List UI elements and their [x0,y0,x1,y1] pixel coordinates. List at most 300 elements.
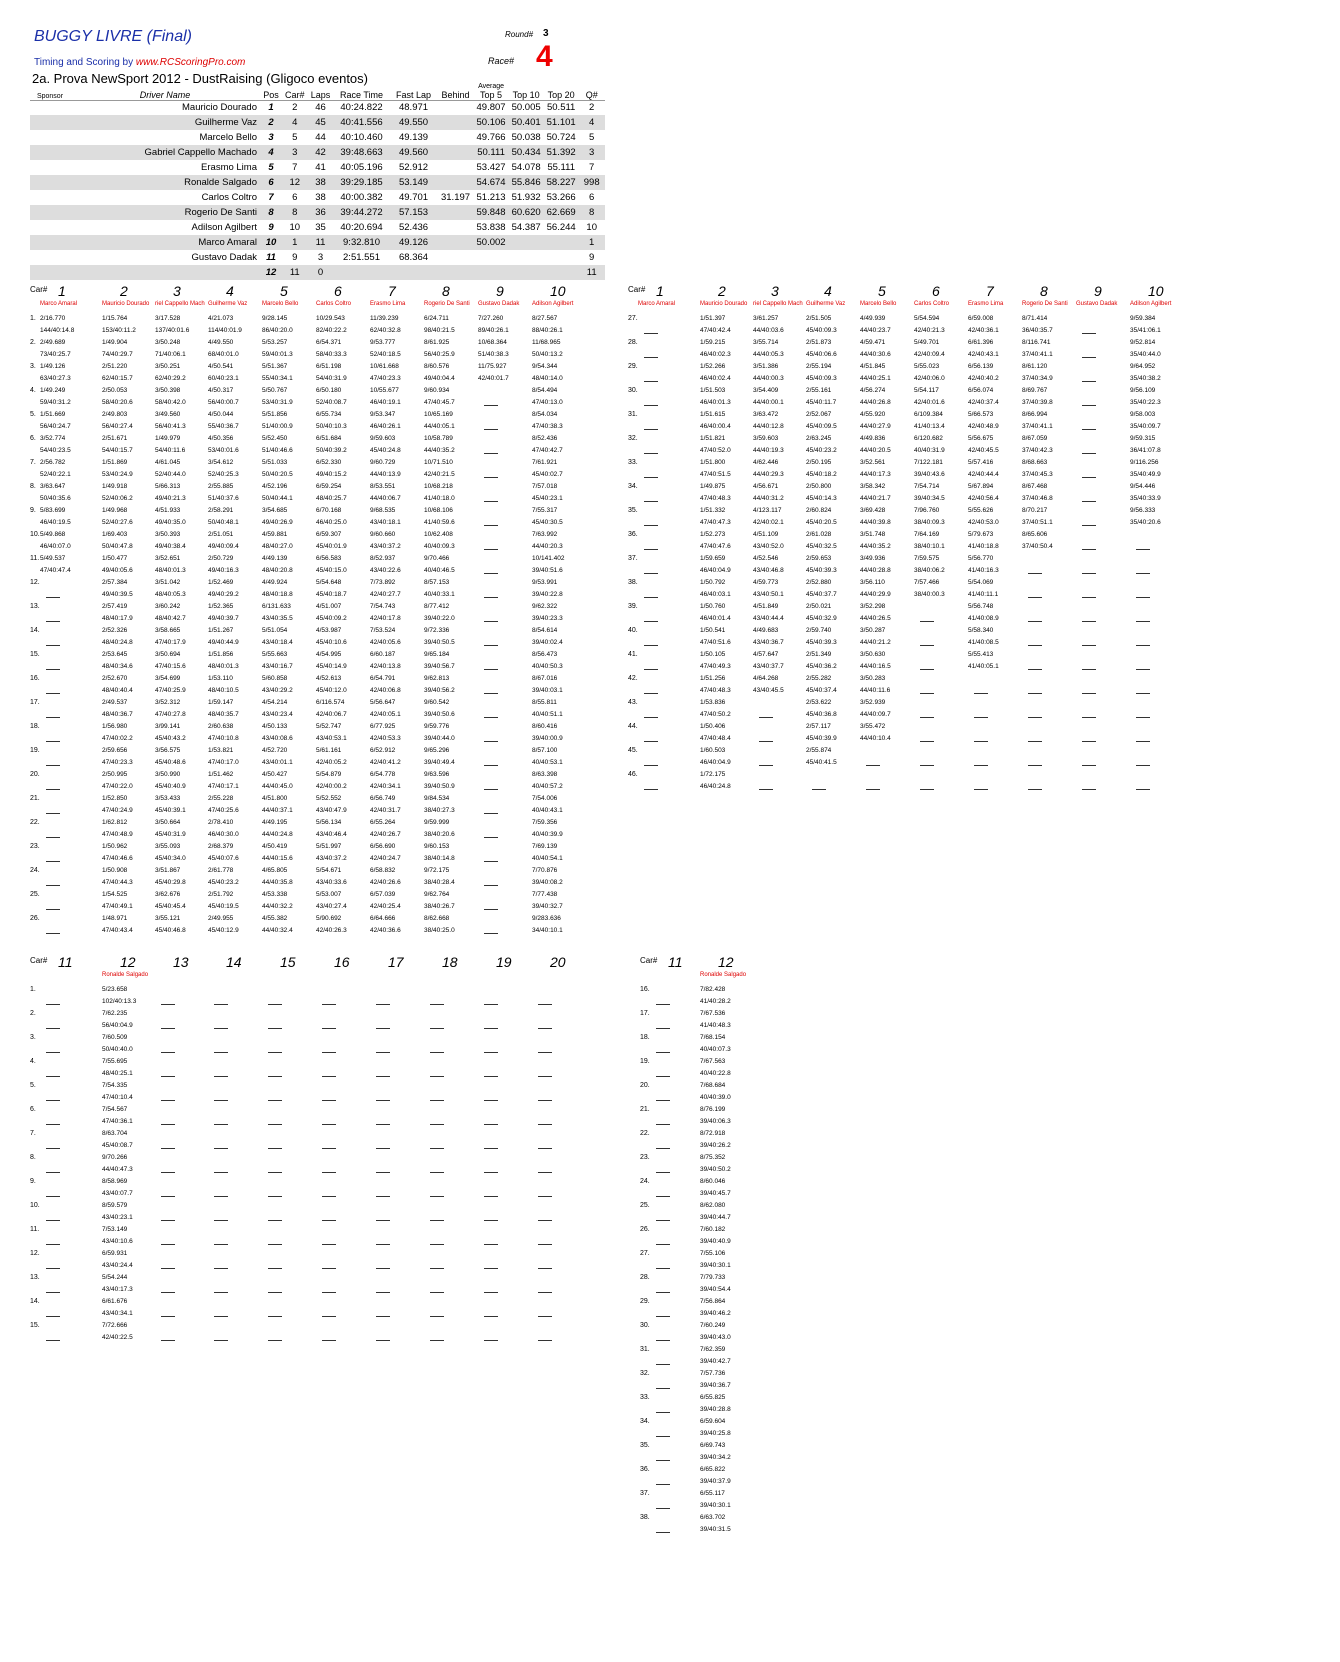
lap-time: 1/59.659 [700,555,726,562]
empty-dash [538,1268,552,1269]
result-cell: 49.126 [390,235,438,250]
lap-projection: 40/40:43.1 [532,807,563,814]
result-cell: 7 [268,192,274,203]
car-number: 8 [442,283,450,299]
lap-projection: 41/40:13.4 [914,423,945,430]
lap-number: 33. [640,1394,650,1401]
timing-prefix: Timing and Scoring by [34,57,136,68]
lap-time: 9/59.603 [370,435,396,442]
result-cell [544,250,579,265]
lap-time: 4/50.133 [262,723,288,730]
empty-dash [759,789,773,790]
result-cell: 6 [260,175,282,190]
empty-dash [484,453,498,454]
lap-number: 12. [30,1250,40,1257]
column-label: Sponsor [36,92,64,100]
lap-projection: 62/40:32.8 [370,327,401,334]
empty-dash [46,1292,60,1293]
empty-dash [214,1100,228,1101]
empty-dash [644,333,658,334]
lap-projection: 47/40:10.8 [208,735,239,742]
lap-number: 8. [30,1154,36,1161]
lap-time: 2/61.778 [208,867,234,874]
result-row [30,220,605,235]
empty-dash [644,357,658,358]
lap-projection: 48/40:36.7 [102,711,133,718]
lap-projection: 56/40:25.9 [424,351,455,358]
lap-projection: 44/40:05.3 [753,351,784,358]
lap-number: 19. [640,1058,650,1065]
driver-name: Adilson Agilbert [532,301,574,307]
lap-time: 5/58.340 [968,627,994,634]
lap-projection: 59/40:01.3 [262,351,293,358]
column-label: Top 5 [480,89,503,100]
lap-projection: 89/40:26.1 [478,327,509,334]
lap-projection: 44/40:29.9 [860,591,891,598]
lap-projection: 52/40:06.2 [102,495,133,502]
lap-projection: 45/40:19.5 [208,903,239,910]
result-cell: 50.002 [474,235,509,250]
empty-dash [538,1340,552,1341]
lap-number: 38. [640,1514,650,1521]
lap-projection: 48/40:25.1 [102,1070,133,1077]
lap-time: 4/21.073 [208,315,234,322]
lap-time: 6/61.396 [968,339,994,346]
empty-dash [644,693,658,694]
lap-projection: 47/40:17.0 [208,759,239,766]
empty-dash [538,1172,552,1173]
lap-projection: 60/40:23.1 [208,375,239,382]
lap-time: 2/55.874 [806,747,832,754]
lap-time: 3/17.528 [155,315,181,322]
lap-projection: 42/40:53.3 [370,735,401,742]
lap-time: 8/67.016 [532,675,558,682]
empty-dash [538,1076,552,1077]
lap-time: 7/54.567 [102,1106,128,1113]
result-cell: 68.364 [398,252,429,263]
empty-dash [974,789,988,790]
lap-projection: 58/40:42.0 [155,399,186,406]
lap-number: 32. [628,435,638,442]
lap-projection: 49/40:38.4 [155,543,186,550]
empty-dash [656,1124,670,1125]
result-cell: 4 [282,115,308,130]
lap-time: 6/54.778 [370,771,396,778]
empty-dash [1082,549,1096,550]
result-cell: Ronalde Salgado [70,175,260,190]
lap-projection: 40/40:53.1 [532,759,563,766]
lap-projection: 43/40:45.5 [753,687,784,694]
lap-time: 6/56.074 [968,387,994,394]
empty-dash [46,1004,60,1005]
lap-projection: 45/40:34.0 [155,855,186,862]
empty-dash [161,1196,175,1197]
lap-number: 40. [628,627,638,634]
lap-time: 5/53.007 [316,891,342,898]
lap-projection: 49/40:16.3 [208,567,239,574]
result-cell: 53.149 [390,175,438,190]
empty-dash [1082,333,1096,334]
lap-number: 42. [628,675,638,682]
car-number: 9 [1094,283,1102,299]
column-label: Q# [585,89,598,100]
empty-dash [866,789,880,790]
lap-projection: 44/40:39.8 [860,519,891,526]
lap-projection: 44/40:06.7 [370,495,401,502]
empty-dash [484,621,498,622]
lap-projection: 41/40:11.1 [968,591,999,598]
lap-number: 17. [640,1010,650,1017]
empty-dash [46,1244,60,1245]
lap-projection: 74/40:29.7 [102,351,133,358]
lap-time: 7/67.563 [700,1058,726,1065]
lap-time: 5/49.537 [40,555,66,562]
lap-time: 4/57.647 [753,651,779,658]
lap-time: 5/61.161 [316,747,342,754]
lap-projection: 38/40:27.3 [424,807,455,814]
lap-time: 7/60.249 [700,1322,726,1329]
lap-projection: 38/40:00.3 [914,591,945,598]
lap-number: 24. [30,867,40,874]
lap-projection: 46/40:04.9 [700,567,731,574]
lap-projection: 47/40:36.1 [102,1118,133,1125]
empty-dash [1136,789,1150,790]
lap-time: 2/60.638 [208,723,234,730]
lap-projection: 47/40:24.9 [102,807,133,814]
lap-time: 7/53.149 [102,1226,128,1233]
lap-time: 3/99.141 [155,723,181,730]
empty-dash [538,1052,552,1053]
lap-projection: 49/40:15.2 [316,471,347,478]
lap-projection: 36/41:07.8 [1130,447,1161,454]
lap-time: 9/62.813 [424,675,450,682]
driver-name: Guilherme Vaz [208,301,248,307]
lap-time: 7/54.006 [532,795,558,802]
result-row [30,250,605,265]
empty-dash [644,765,658,766]
lap-time: 6/56.583 [316,555,342,562]
result-cell: 57.153 [390,205,438,220]
page-title: BUGGY LIVRE (Final) [34,28,192,45]
lap-time: 3/63.647 [40,483,66,490]
lap-projection: 45/40:29.8 [155,879,186,886]
empty-dash [322,1148,336,1149]
lap-number: 32. [640,1370,650,1377]
lap-time: 7/62.359 [700,1346,726,1353]
empty-dash [46,1196,60,1197]
lap-projection: 52/40:22.1 [40,471,71,478]
lap-time: 2/60.824 [806,507,832,514]
empty-dash [430,1172,444,1173]
lap-projection: 43/40:37.7 [753,663,784,670]
lap-time: 1/52.266 [700,363,726,370]
empty-dash [656,1172,670,1173]
empty-dash [974,717,988,718]
lap-time: 4/50.317 [208,387,234,394]
lap-time: 7/54.714 [914,483,940,490]
lap-time: 4/51.007 [316,603,342,610]
lap-projection: 48/40:17.9 [102,615,133,622]
lap-projection: 45/40:24.8 [370,447,401,454]
driver-name: Gustavo Dadak [1076,301,1118,307]
empty-dash [322,1196,336,1197]
lap-time: 8/57.153 [424,579,450,586]
lap-projection: 44/40:25.1 [860,375,891,382]
lap-time: 7/57.466 [914,579,940,586]
driver-name: Carlos Coltro [914,301,950,307]
lap-time: 7/60.509 [102,1034,128,1041]
lap-time: 5/54.879 [316,771,342,778]
lap-time: 9/62.322 [532,603,558,610]
lap-number: 21. [30,795,40,802]
lap-projection: 40/40:22.8 [700,1070,731,1077]
lap-time: 2/51.671 [102,435,128,442]
lap-time: 8/62.668 [424,915,450,922]
lap-time: 2/55.282 [806,675,832,682]
lap-number: 7. [30,459,36,466]
lap-time: 9/56.109 [1130,387,1156,394]
result-cell [544,265,579,280]
lap-time: 3/50.393 [155,531,181,538]
result-cell [544,235,579,250]
empty-dash [322,1292,336,1293]
empty-dash [214,1004,228,1005]
lap-number: 23. [640,1154,650,1161]
lap-projection: 47/40:13.0 [532,399,563,406]
lap-number: 37. [640,1490,650,1497]
lap-projection: 41/40:05.1 [968,663,999,670]
lap-time: 1/50.477 [102,555,128,562]
lap-projection: 45/40:32.9 [806,615,837,622]
empty-dash [538,1292,552,1293]
lap-projection: 43/40:24.4 [102,1262,133,1269]
empty-dash [268,1124,282,1125]
result-cell: 11 [579,265,605,280]
lap-projection: 51/40:46.6 [262,447,293,454]
result-cell [509,250,544,265]
car-number: 20 [550,954,566,970]
lap-time: 1/51.267 [208,627,234,634]
car-number: 12 [120,954,136,970]
result-cell: Marco Amaral [70,235,260,250]
lap-projection: 44/40:45.0 [262,783,293,790]
empty-dash [1082,789,1096,790]
empty-dash [1028,573,1042,574]
empty-dash [1136,549,1150,550]
lap-projection: 59/40:31.2 [40,399,71,406]
lap-projection: 45/40:09.3 [806,375,837,382]
empty-dash [46,1172,60,1173]
lap-number: 9. [30,1178,36,1185]
lap-time: 1/51.856 [208,651,234,658]
result-cell: 48.971 [398,102,429,114]
empty-dash [484,477,498,478]
lap-number: 3. [30,363,36,370]
empty-dash [46,621,60,622]
lap-projection: 47/40:27.8 [155,711,186,718]
lap-time: 1/51.332 [700,507,726,514]
empty-dash [268,1268,282,1269]
results-header-cell [390,82,438,100]
lap-projection: 47/40:49.3 [700,663,731,670]
lap-time: 8/54.034 [532,411,558,418]
lap-time: 3/54.699 [155,675,181,682]
lap-projection: 43/40:36.7 [753,639,784,646]
result-cell: 2 [260,115,282,130]
lap-number: 7. [30,1130,36,1137]
lap-time: 2/57.419 [102,603,128,610]
lap-time: 9/65.184 [424,651,450,658]
lap-projection: 45/40:36.8 [806,711,837,718]
lap-projection: 50/40:48.1 [208,519,239,526]
lap-number: 39. [628,603,638,610]
lap-time: 1/60.503 [700,747,726,754]
lap-number: 22. [30,819,40,826]
lap-time: 2/55.194 [806,363,832,370]
lap-projection: 45/40:06.6 [806,351,837,358]
lap-projection: 40/40:50.3 [532,663,563,670]
lap-number: 1. [30,986,36,993]
lap-time: 1/52.469 [208,579,234,586]
lap-projection: 44/40:31.2 [753,495,784,502]
lap-projection: 42/40:53.0 [968,519,999,526]
empty-dash [1136,645,1150,646]
lap-time: 9/60.934 [424,387,450,394]
lap-projection: 47/40:44.3 [102,879,133,886]
car-number: 10 [550,283,566,299]
lap-projection: 37/40:51.1 [1022,519,1053,526]
lap-time: 7/70.876 [532,867,558,874]
lap-projection: 48/40:24.8 [102,639,133,646]
lap-projection: 114/40:01.9 [208,327,242,334]
lap-time: 8/116.741 [1022,339,1051,346]
lap-number: 29. [640,1298,650,1305]
empty-dash [161,1100,175,1101]
empty-dash [376,1100,390,1101]
lap-time: 4/59.471 [860,339,886,346]
empty-dash [161,1220,175,1221]
empty-dash [1136,717,1150,718]
empty-dash [484,549,498,550]
lap-time: 6/54.791 [370,675,396,682]
lap-projection: 35/40:44.0 [1130,351,1161,358]
empty-dash [161,1028,175,1029]
lap-time: 7/64.169 [914,531,940,538]
empty-dash [656,1436,670,1437]
lap-time: 8/54.614 [532,627,558,634]
car-number: 5 [280,283,288,299]
lap-time: 6/59.307 [316,531,342,538]
lap-time: 6/69.743 [700,1442,726,1449]
lap-projection: 39/40:43.0 [700,1334,731,1341]
empty-dash [46,813,60,814]
result-cell: 39:29.185 [334,175,390,190]
results-table [30,82,605,280]
driver-name: riel Cappello Mach [155,301,205,307]
empty-dash [484,837,498,838]
empty-dash [214,1292,228,1293]
empty-dash [46,597,60,598]
empty-dash [759,717,773,718]
result-cell: 50.401 [509,115,544,130]
lap-time: 11/75.927 [478,363,507,370]
lap-projection: 42/40:56.4 [968,495,999,502]
car-number: 3 [771,283,779,299]
empty-dash [656,1316,670,1317]
lap-projection: 47/40:52.0 [700,447,731,454]
lap-projection: 56/40:00.7 [208,399,239,406]
result-cell: 2:51.551 [343,252,380,263]
lap-time: 9/60.542 [424,699,450,706]
lap-projection: 49/40:35.0 [155,519,186,526]
lap-time: 1/15.764 [102,315,128,322]
lap-projection: 50/40:20.5 [262,471,293,478]
result-cell: 11 [308,235,334,250]
lap-number: 11. [30,555,40,562]
result-cell: 5 [589,132,595,143]
car-number: 12 [718,954,734,970]
car-number: 6 [932,283,940,299]
lap-time: 3/52.298 [860,603,886,610]
lap-projection: 48/40:10.5 [208,687,239,694]
lap-time: 5/51.997 [316,843,342,850]
lap-number: 45. [628,747,638,754]
lap-time: 2/50.053 [102,387,128,394]
lap-time: 3/54.612 [208,459,234,466]
timing-site-link[interactable]: www.RCScoringPro.com [135,57,246,68]
lap-projection: 46/40:19.5 [40,519,71,526]
lap-projection: 44/40:09.7 [860,711,891,718]
empty-dash [1028,669,1042,670]
lap-projection: 39/40:31.5 [700,1526,731,1533]
empty-dash [656,1220,670,1221]
lap-projection: 45/40:31.9 [155,831,186,838]
result-cell: 41 [315,162,326,173]
empty-dash [484,933,498,934]
lap-number: 25. [30,891,40,898]
empty-dash [484,1196,498,1197]
lap-time: 3/51.867 [155,867,181,874]
lap-projection: 47/40:42.4 [700,327,731,334]
lap-projection: 45/40:45.4 [155,903,186,910]
result-cell: 8 [579,205,605,220]
lap-time: 2/53.622 [806,699,832,706]
lap-projection: 49/40:39.7 [208,615,239,622]
lap-time: 8/60.046 [700,1178,726,1185]
empty-dash [538,1148,552,1149]
lap-time: 5/54.648 [316,579,342,586]
lap-time: 9/84.534 [424,795,450,802]
lap-projection: 39/40:00.9 [532,735,563,742]
lap-time: 6/59.604 [700,1418,726,1425]
lap-projection: 45/40:12.9 [208,927,239,934]
empty-dash [322,1052,336,1053]
lap-projection: 46/40:07.0 [40,543,71,550]
lap-time: 2/55.161 [806,387,832,394]
car-number: 7 [388,283,396,299]
lap-projection: 56/40:27.4 [102,423,133,430]
lap-projection: 48/40:27.0 [262,543,293,550]
empty-dash [1082,381,1096,382]
race-number: 4 [536,40,553,73]
results-header-cell [282,82,308,100]
result-cell: 35 [315,222,326,233]
results-header-cell [544,82,579,100]
lap-time: 8/52.436 [532,435,558,442]
lap-time: 7/67.536 [700,1010,726,1017]
lap-projection: 47/40:25.9 [155,687,186,694]
empty-dash [1028,717,1042,718]
